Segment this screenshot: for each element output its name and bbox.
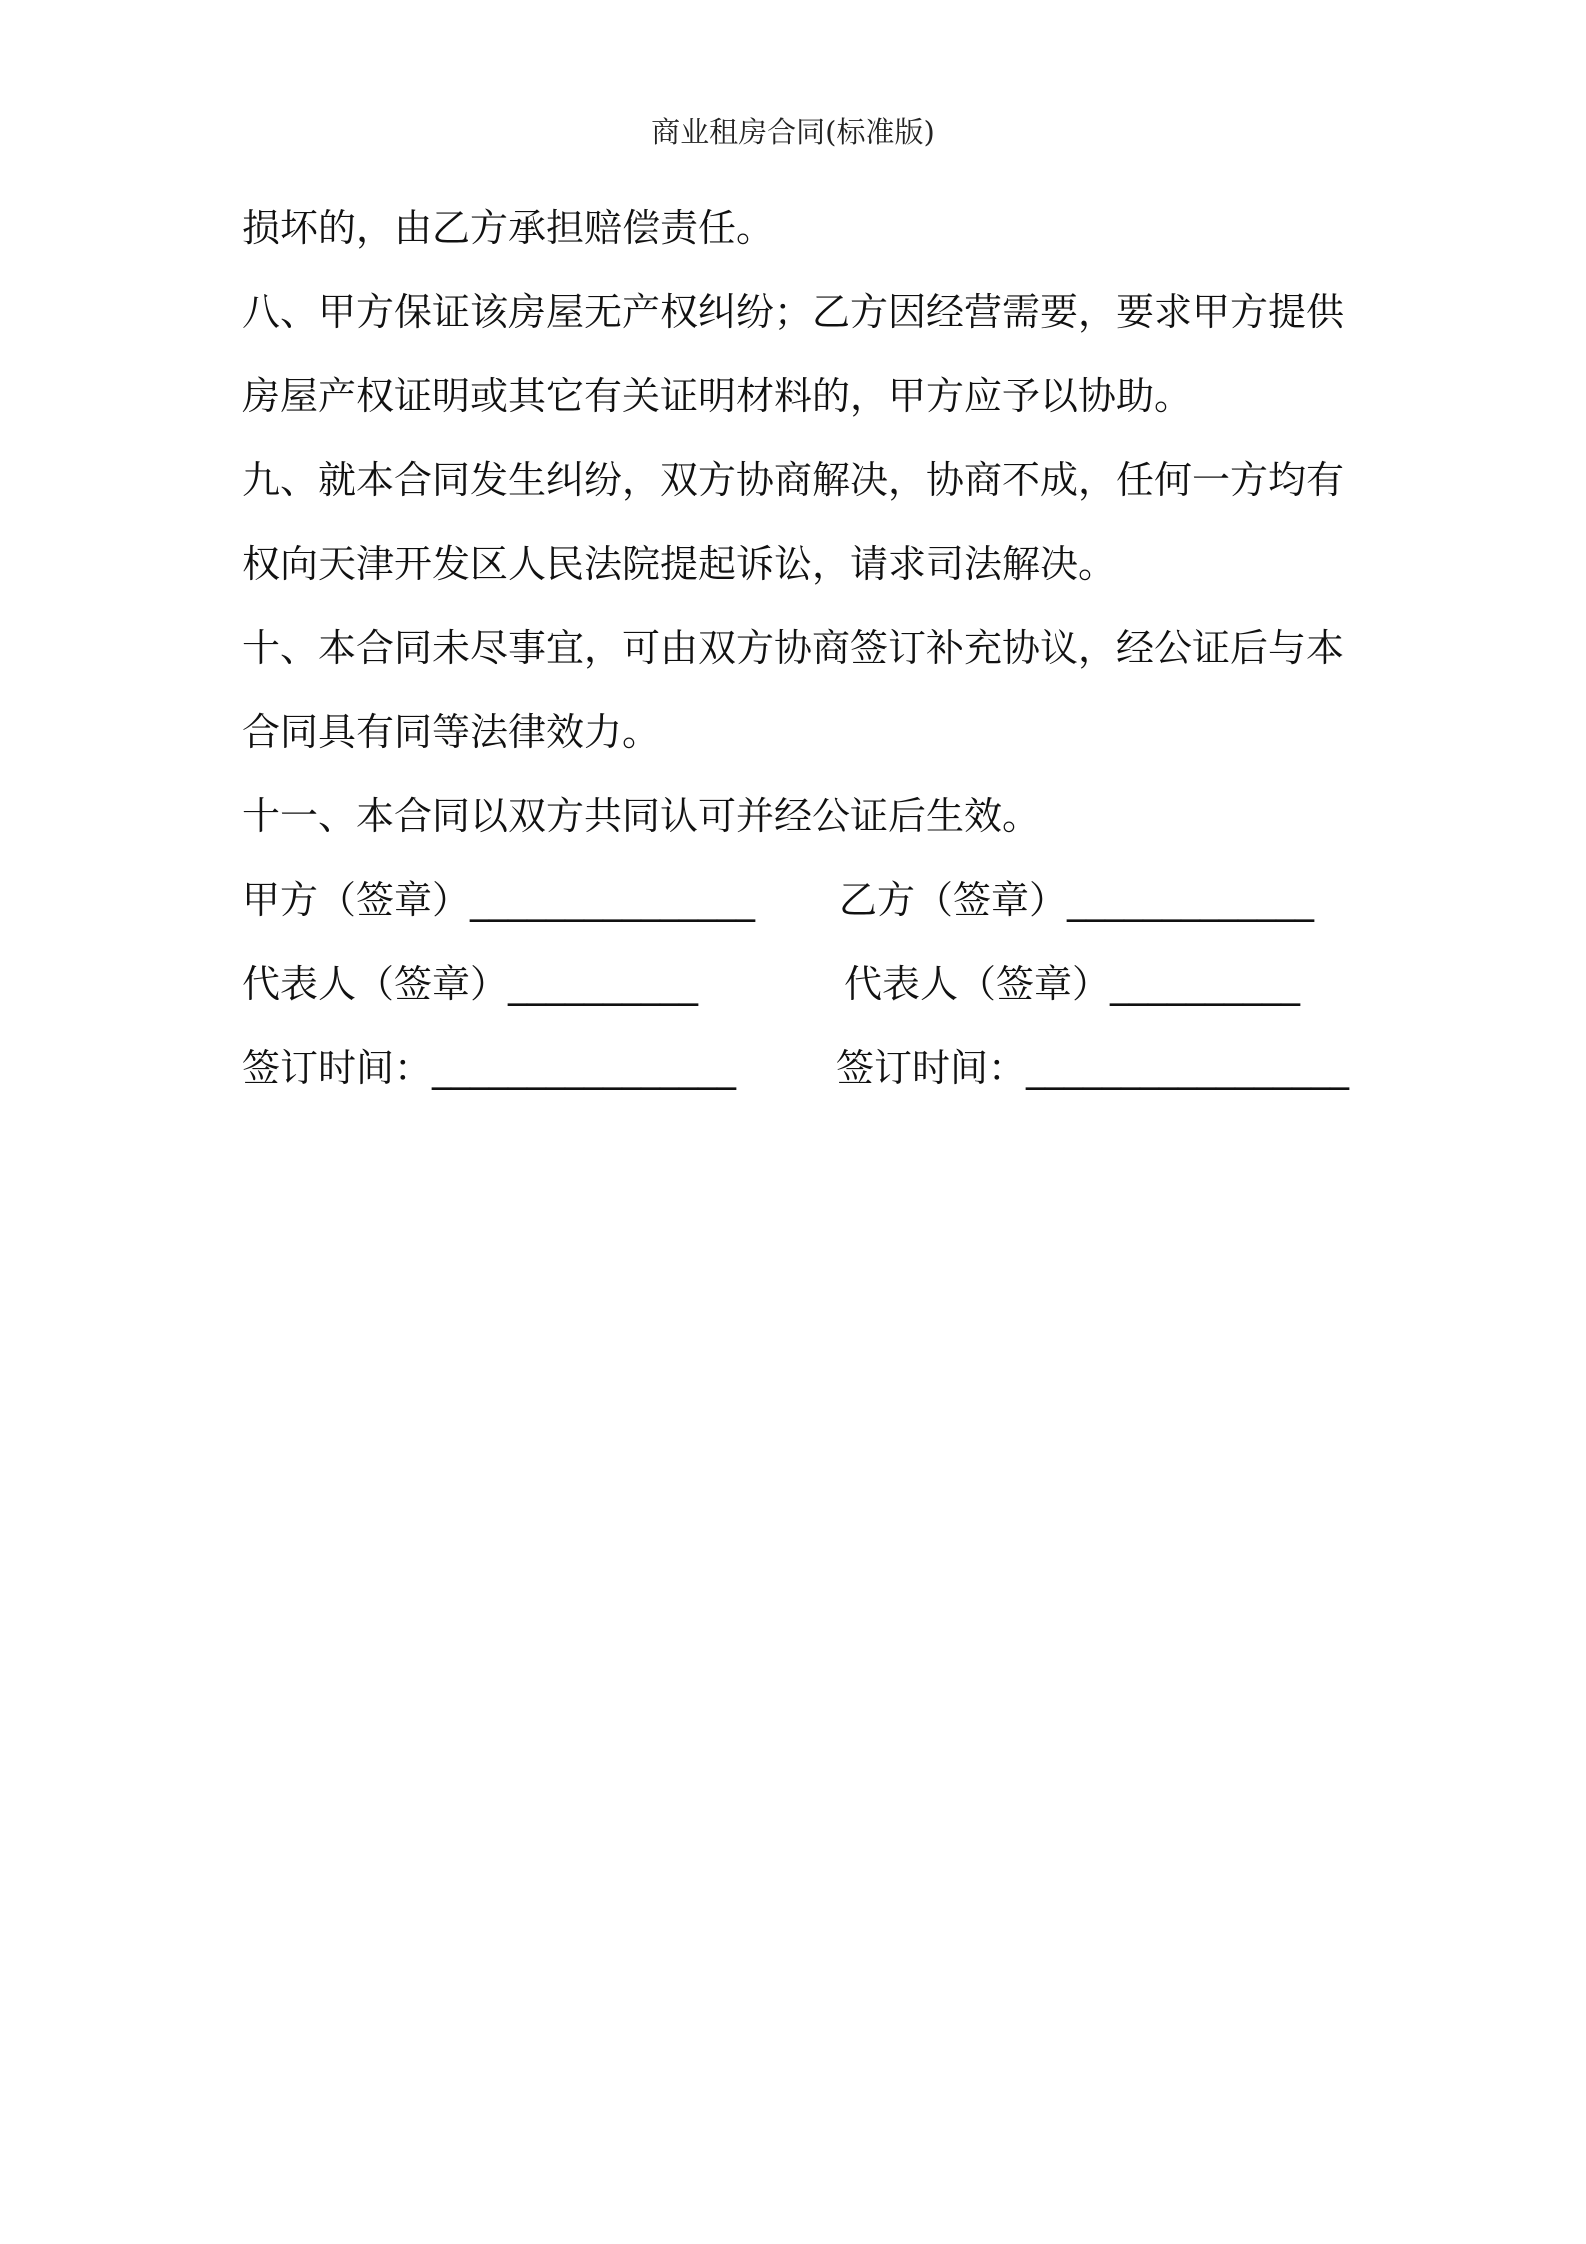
party-a-signature-line: 甲方（签章）_______________ xyxy=(242,878,756,922)
date-a-line: 签订时间：________________ xyxy=(242,1046,737,1090)
rep-a-signature-line: 代表人（签章）__________ xyxy=(242,962,699,1006)
date-b-line: 签订时间：_________________ xyxy=(836,1046,1350,1090)
signature-row-parties xyxy=(242,858,1362,942)
signature-block xyxy=(242,858,1362,1110)
clause-10: 十、本合同未尽事宜，可由双方协商签订补充协议，经公证后与本合同具有同等法律效力。 xyxy=(242,626,1345,754)
contract-body xyxy=(242,186,1362,858)
signature-row-representatives xyxy=(242,942,1362,1026)
clause-9: 九、就本合同发生纠纷，双方协商解决，协商不成，任何一方均有权向天津开发区人民法院提起诉讼，请求司法解决。 xyxy=(242,458,1345,586)
clause-11: 十一、本合同以双方共同认可并经公证后生效。 xyxy=(242,794,1041,838)
signature-row-dates xyxy=(242,1026,1362,1110)
page-header: 商业租房合同(标准版) xyxy=(651,115,935,149)
paragraph-continuation: 损坏的，由乙方承担赔偿责任。 xyxy=(242,206,775,250)
party-b-signature-line: 乙方（签章）_____________ xyxy=(839,878,1315,922)
clause-8: 八、甲方保证该房屋无产权纠纷；乙方因经营需要，要求甲方提供房屋产权证明或其它有关证明材料的，甲方应予以协助。 xyxy=(242,290,1345,418)
rep-b-signature-line: 代表人（签章）__________ xyxy=(844,962,1301,1006)
